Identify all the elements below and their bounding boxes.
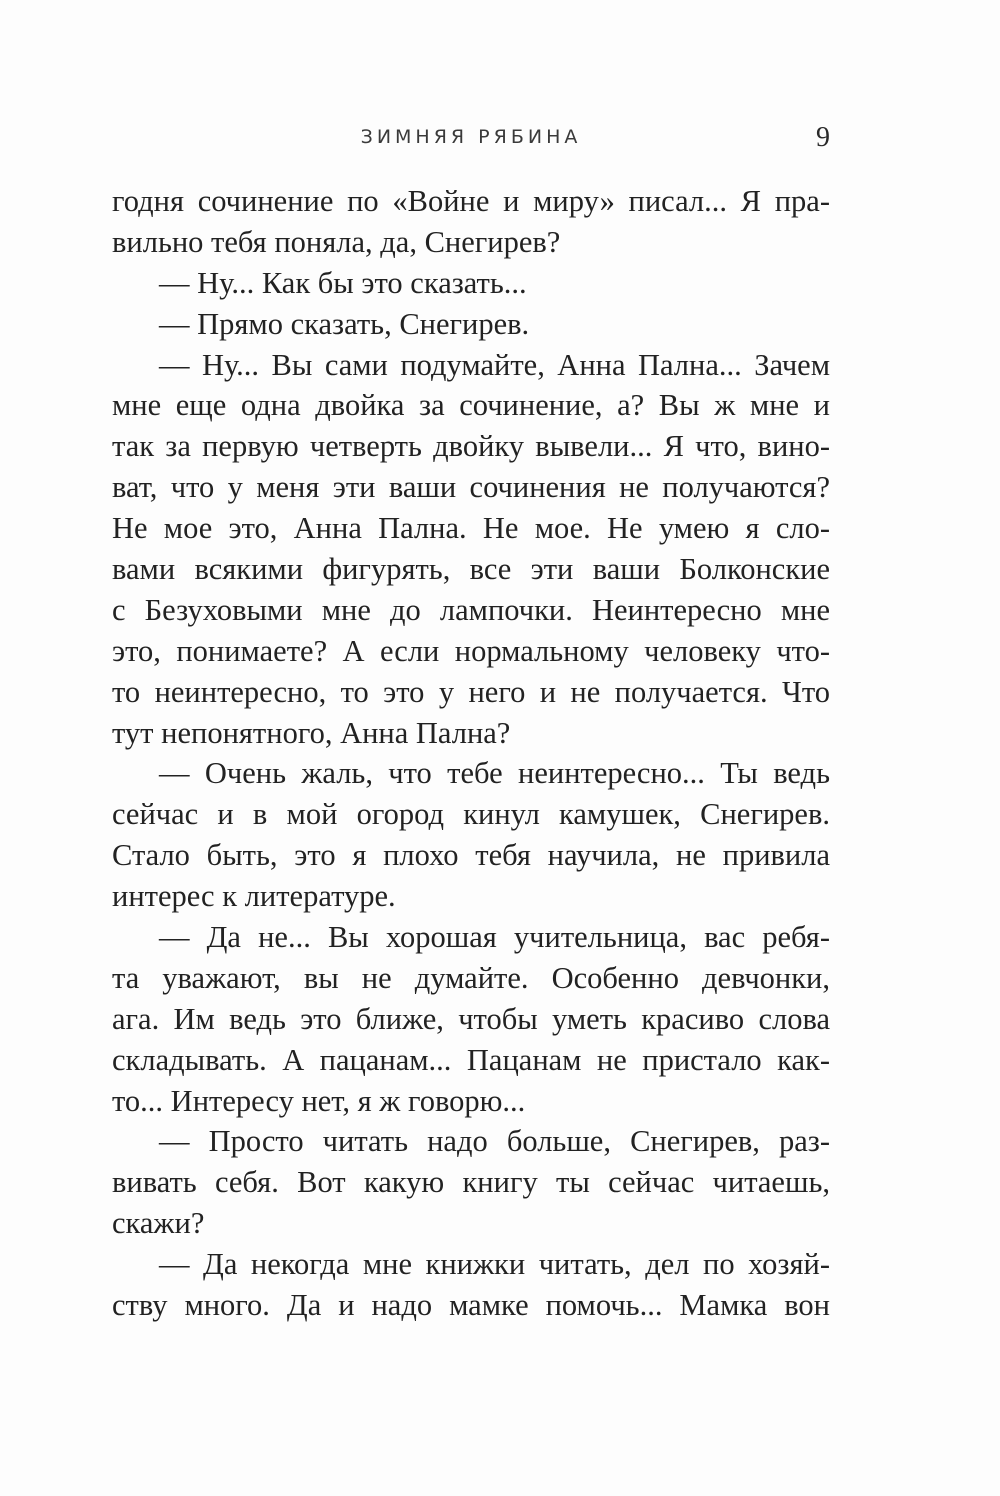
text-line: мне еще одна двойка за сочинение, а? Вы ж мне и (112, 388, 830, 423)
text-line: то... Интересу нет, я ж говорю... (112, 1083, 526, 1118)
text-line: тут непонятного, Анна Пална? (112, 715, 511, 750)
book-title: ЗИМНЯЯ РЯБИНА (360, 126, 582, 148)
text-line: — Ну... Как бы это сказать... (159, 265, 527, 300)
text-line: — Да не... Вы хорошая учительница, вас ребя- (159, 920, 830, 955)
text-line: это, понимаете? А если нормальному человеку что- (112, 633, 830, 668)
text-line: интерес к литературе. (112, 879, 396, 914)
text-line: — Очень жаль, что тебе неинтересно... Ты ведь (159, 756, 830, 791)
text-line: ству много. Да и надо мамке помочь... Мамка вон (112, 1288, 830, 1323)
text-line: — Ну... Вы сами подумайте, Анна Пална... Зачем (159, 347, 830, 382)
text-line: вами всякими фигурять, все эти ваши Болконские (112, 552, 830, 587)
text-line: та уважают, вы не думайте. Особенно девчонки, (112, 960, 830, 995)
text-line: с Безуховыми мне до лампочки. Неинтересно мне (112, 592, 830, 627)
text-line: годня сочинение по «Войне и миру» писал... Я пра- (112, 184, 830, 218)
text-line: ага. Им ведь это ближе, чтобы уметь красиво слова (112, 1001, 830, 1036)
text-line: ват, что у меня эти ваши сочинения не получаются? (112, 470, 830, 505)
text-line: так за первую четверть двойку вывели... Я что, вино- (112, 429, 830, 464)
body-text (112, 181, 830, 1326)
text-line: сейчас и в мой огород кинул камушек, Снегирев. (112, 797, 830, 832)
text-line: скажи? (112, 1206, 205, 1241)
text-line: то неинтересно, то это у него и не получается. Что (112, 674, 830, 709)
running-head (112, 120, 830, 156)
text-line: вильно тебя поняла, да, Снегирев? (112, 224, 561, 259)
text-line: — Просто читать надо больше, Снегирев, раз- (159, 1124, 830, 1159)
text-line: — Да некогда мне книжки читать, дел по хозяй- (159, 1247, 830, 1282)
text-line: Стало быть, это я плохо тебя научила, не привила (112, 838, 830, 873)
text-line: складывать. А пацанам... Пацанам не пристало как- (112, 1042, 830, 1077)
page-number: 9 (816, 122, 830, 153)
text-line: Не мое это, Анна Пална. Не мое. Не умею я сло- (112, 511, 830, 546)
text-line: — Прямо сказать, Снегирев. (159, 306, 530, 341)
text-line: вивать себя. Вот какую книгу ты сейчас читаешь, (112, 1165, 830, 1200)
